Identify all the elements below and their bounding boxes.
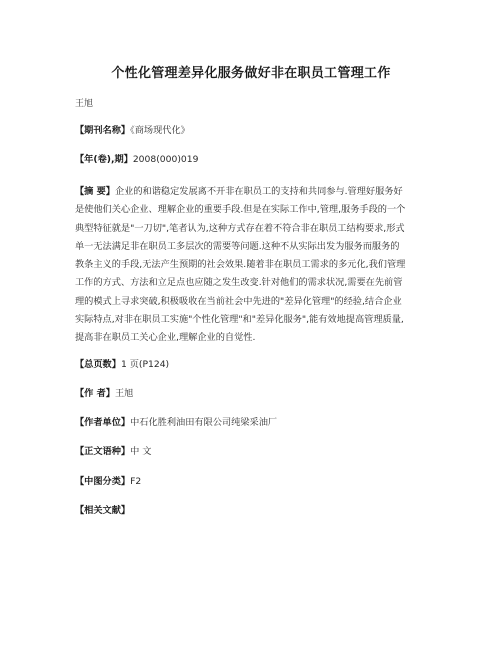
field-abstract-label: 【摘 要】 bbox=[75, 186, 115, 197]
field-related-label: 【相关文献】 bbox=[75, 505, 131, 516]
abstract-line: 企业的和谐稳定发展离不开非在职员工的支持和共同参与.管理好服务好 bbox=[114, 186, 403, 197]
field-year-issue-value: 2008(000)019 bbox=[132, 154, 199, 165]
abstract-line: 是使他们关心企业、理解企业的重要手段.但是在实际工作中,管理,服务手段的一个 bbox=[75, 204, 406, 216]
field-related bbox=[75, 502, 130, 519]
field-clc-label: 【中图分类】 bbox=[75, 476, 131, 487]
field-affiliation-label: 【作者单位】 bbox=[75, 417, 131, 428]
field-language-value: 中 文 bbox=[130, 446, 152, 457]
field-affiliation bbox=[75, 414, 277, 431]
byline-author: 王旭 bbox=[75, 99, 94, 109]
document-title: 个性化管理差异化服务做好非在职员工管理工作 bbox=[111, 66, 391, 81]
field-language-label: 【正文语种】 bbox=[75, 446, 131, 457]
abstract-line: 教条主义的手段,无法产生预期的社会效果.随着非在职员工需求的多元化,我们管理 bbox=[75, 259, 406, 271]
field-language bbox=[75, 443, 151, 460]
field-author-value: 王旭 bbox=[114, 388, 134, 399]
field-pages-value: 1 页(P124) bbox=[120, 359, 170, 370]
field-clc bbox=[75, 473, 141, 490]
field-author-label: 【作 者】 bbox=[75, 388, 115, 399]
abstract-line: 工作的方式、方法和立足点也应随之发生改变.针对他们的需求状况,需要在先前管 bbox=[75, 277, 403, 289]
field-pages-label: 【总页数】 bbox=[75, 359, 121, 370]
field-clc-value: F2 bbox=[130, 476, 142, 487]
field-year-issue bbox=[75, 151, 198, 168]
field-year-issue-label: 【年(卷),期】 bbox=[75, 154, 133, 165]
field-pages bbox=[75, 356, 169, 373]
field-journal bbox=[75, 122, 190, 139]
field-author bbox=[75, 385, 133, 402]
abstract-line: 实际特点,对非在职员工实施"个性化管理"和"差异化服务",能有效地提高管理质量, bbox=[75, 314, 404, 326]
abstract-line: 典型特征就是"一刀切",笔者认为,这种方式存在着不符合非在职员工结构要求,形式 bbox=[75, 222, 405, 234]
field-abstract bbox=[75, 183, 435, 348]
field-affiliation-value: 中石化胜利油田有限公司纯梁采油厂 bbox=[130, 417, 278, 428]
field-journal-value: 《商场现代化》 bbox=[130, 125, 190, 136]
abstract-line: 理的模式上寻求突破,积极吸收在当前社会中先进的"差异化管理"的经验,结合企业 bbox=[75, 295, 402, 307]
abstract-line: 提高非在职员工关心企业,理解企业的自觉性. bbox=[75, 332, 256, 344]
field-journal-label: 【期刊名称】 bbox=[75, 125, 131, 136]
abstract-line: 单一无法满足非在职员工多层次的需要等问题.这种不从实际出发为服务而服务的 bbox=[75, 240, 400, 252]
